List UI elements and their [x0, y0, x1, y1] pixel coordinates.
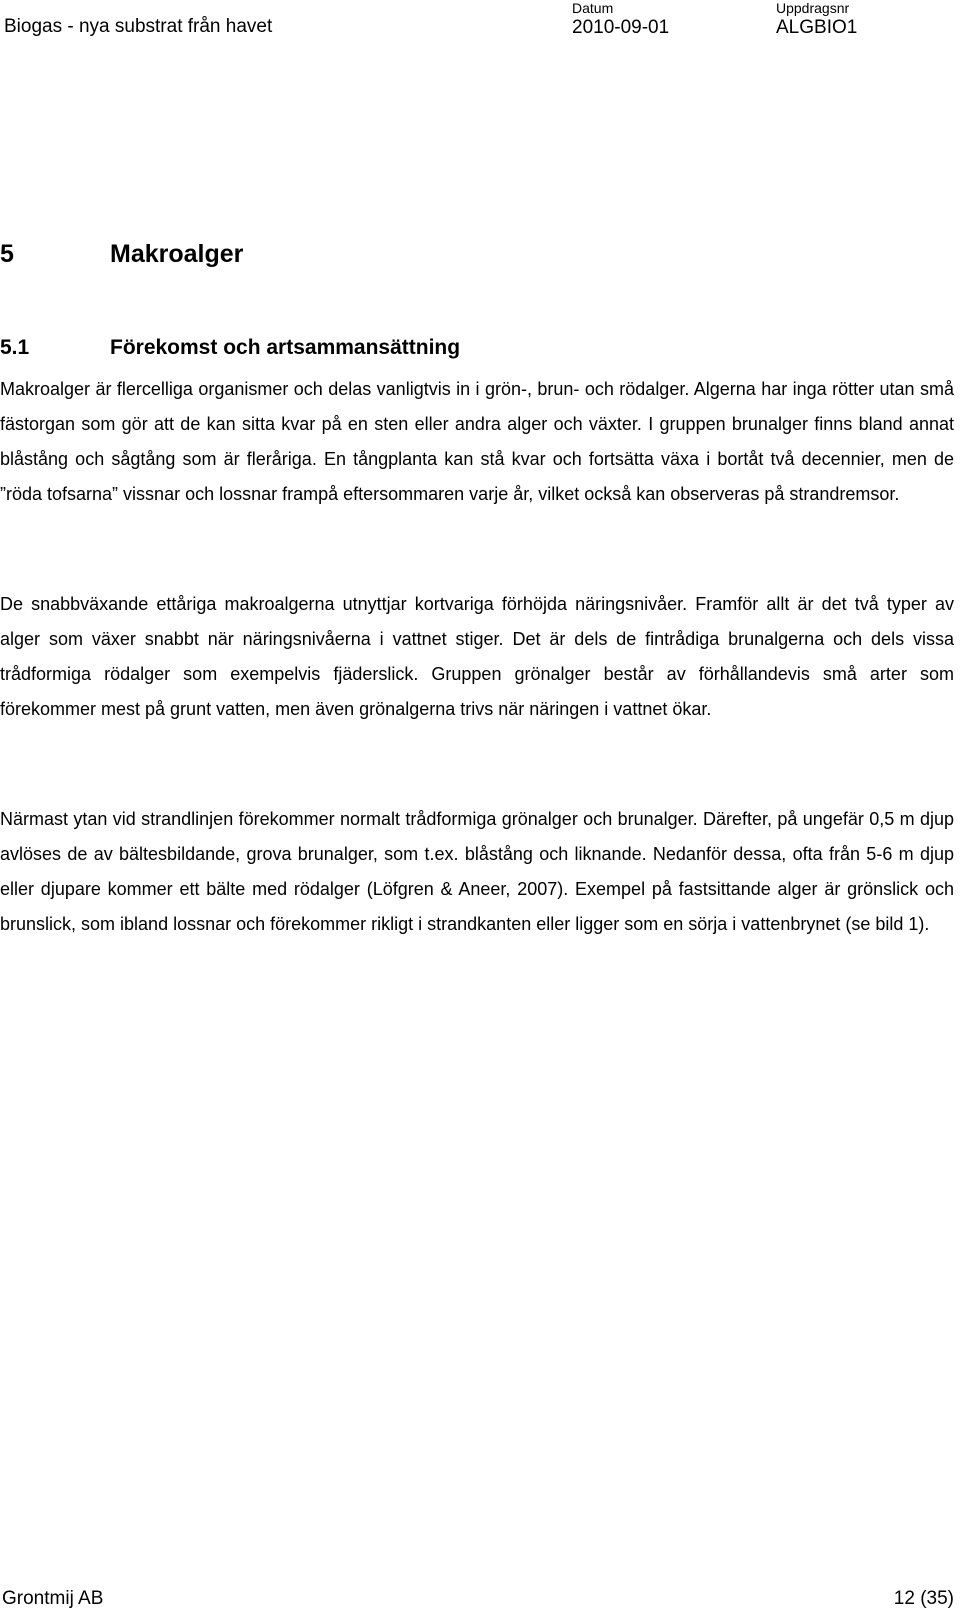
date-value: 2010-09-01 — [572, 17, 670, 38]
page-header — [0, 0, 960, 44]
job-number-label: Uppdragsnr — [776, 0, 850, 16]
job-number-block — [776, 0, 857, 40]
section-number: 5 — [0, 240, 14, 268]
date-label: Datum — [572, 0, 614, 16]
footer-company: Grontmij AB — [2, 1588, 104, 1609]
subsection-heading — [0, 336, 460, 360]
page-number: 12 (35) — [893, 1588, 954, 1609]
page-footer — [0, 1588, 954, 1614]
paragraph-3: Närmast ytan vid strandlinjen förekommer normalt trådformiga grönalger och brunalger. Därefter, på ungefär 0,5 m djup avlöses de av bältesbildande, grova brunalger, som t.ex. blåstång och liknande. Nedanför dessa, ofta från 5-6 m djup eller djupare kommer ett bälte med rödalger (Löfgren & Aneer, 2007). Exempel på fastsittande alger är grönslick och brunslick, som ibland lossnar och förekommer rikligt i strandkanten eller ligger som en sörja i vattenbrynet (se bild 1). — [0, 809, 954, 934]
document-title: Biogas - nya substrat från havet — [4, 16, 273, 37]
paragraph-1: Makroalger är flercelliga organismer och delas vanligtvis in i grön-, brun- och rödalger. Algerna har inga rötter utan små fästorgan som gör att de kan sitta kvar på en sten eller andra alger och växter. I gruppen brunalger finns bland annat blåstång och sågtång som är fleråriga. En tångplanta kan stå kvar och fortsätta växa i bortåt två decennier, men de ”röda tofsarna” vissnar och lossnar frampå eftersommaren varje år, vilket också kan observeras på strandremsor. — [0, 379, 954, 504]
job-number-value: ALGBIO1 — [776, 17, 858, 38]
subsection-number: 5.1 — [0, 336, 30, 359]
section-heading — [0, 240, 243, 269]
subsection-title: Förekomst och artsammansättning — [110, 336, 461, 359]
date-block — [572, 0, 669, 40]
paragraph-2: De snabbväxande ettåriga makroalgerna utnyttjar kortvariga förhöjda näringsnivåer. Framför allt är det två typer av alger som växer snabbt när näringsnivåerna i vattnet stiger. Det är dels de fintrådiga brunalgerna och dels vissa trådformiga rödalger som exempelvis fjäderslick. Gruppen grönalger består av förhållandevis små arter som förekommer mest på grunt vatten, men även grönalgerna trivs när näringen i vattnet ökar. — [0, 594, 954, 719]
section-title: Makroalger — [110, 240, 244, 268]
